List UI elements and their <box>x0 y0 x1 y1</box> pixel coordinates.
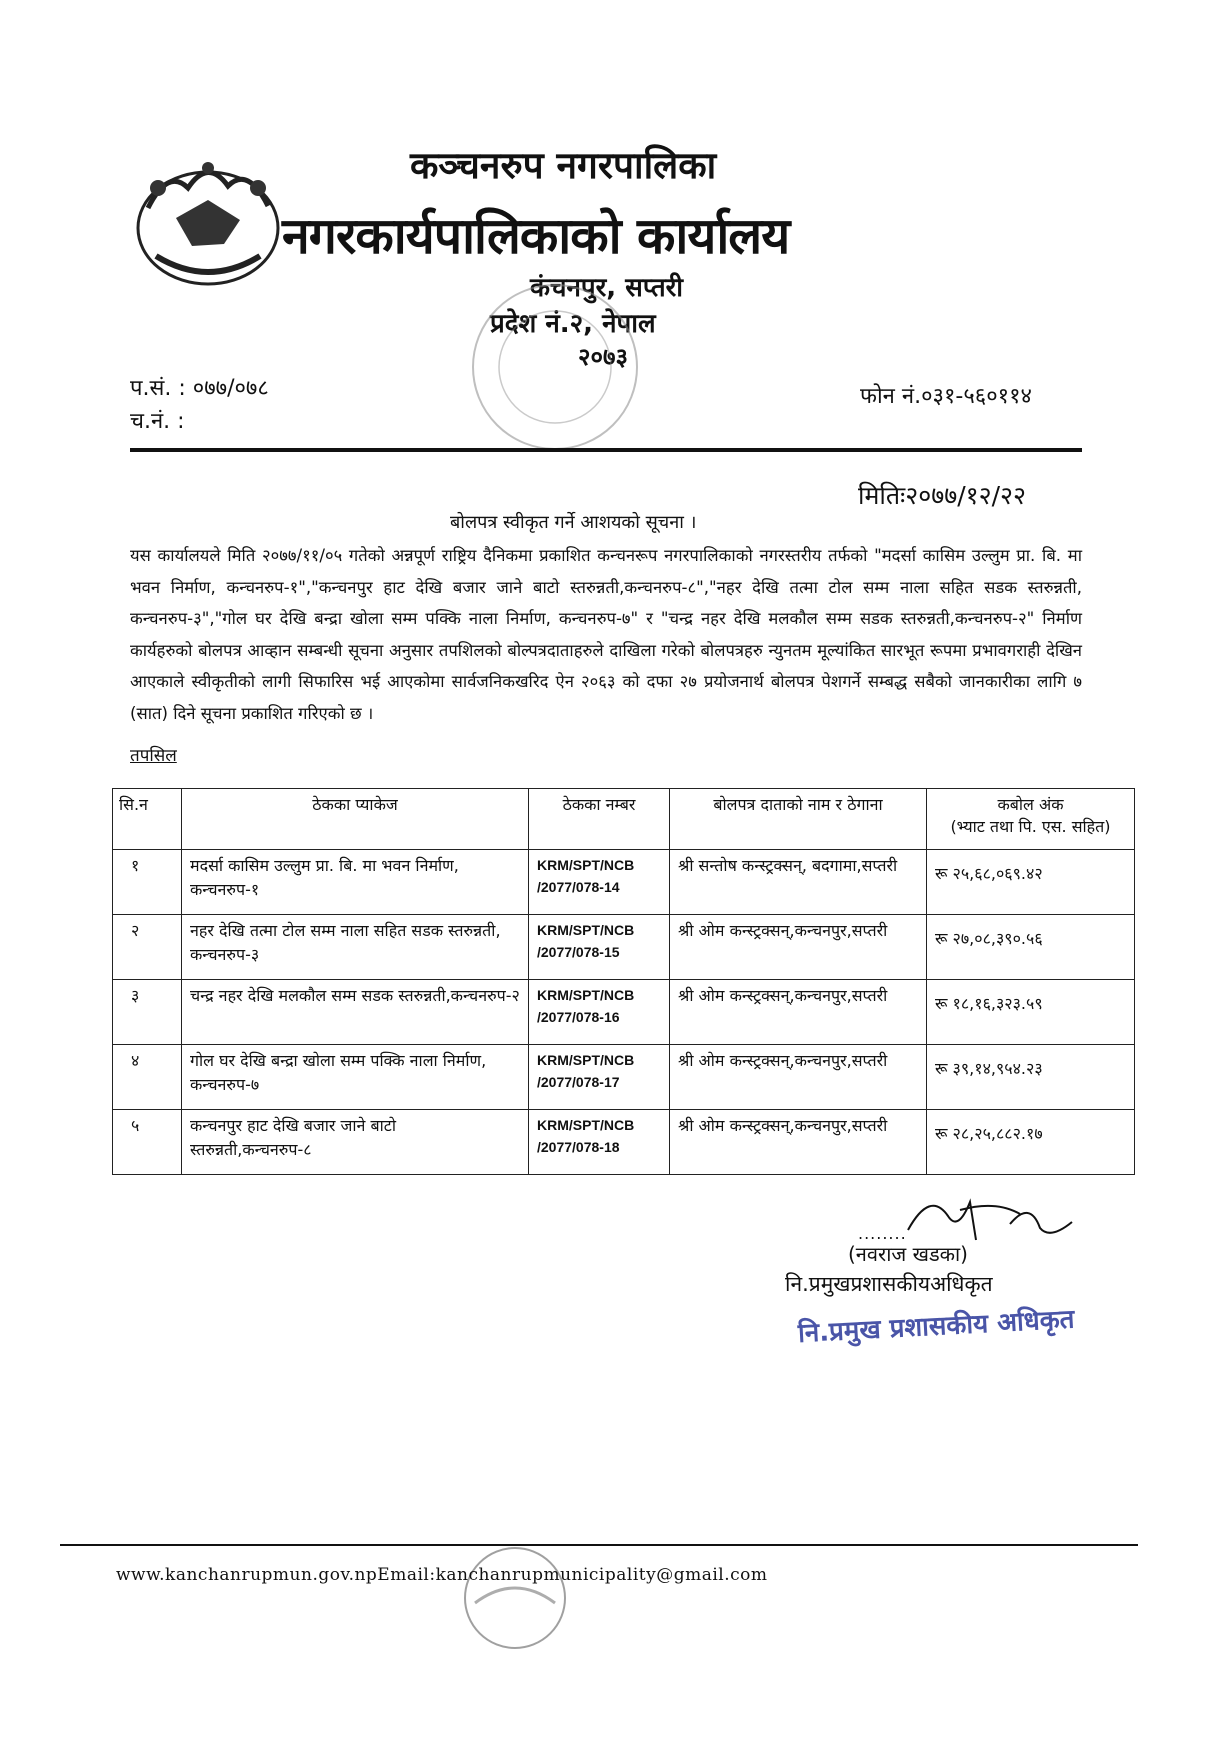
row-contract-no: KRM/SPT/NCB /2077/078-18 <box>529 1110 670 1175</box>
row-sn: २ <box>113 915 182 980</box>
row-bidder: श्री ओम कन्स्ट्रक्सन्,कन्चनपुर,सप्तरी <box>670 915 927 980</box>
municipality-logo-icon <box>455 1543 575 1653</box>
header-bidder: बोलपत्र दाताको नाम र ठेगाना <box>670 789 927 850</box>
office-seal-icon <box>455 272 655 462</box>
bid-table <box>112 788 1135 1175</box>
row-sn: १ <box>113 850 182 915</box>
notice-subject: बोलपत्र स्वीकृत गर्ने आशयको सूचना । <box>450 512 697 533</box>
row-amount: रू १८,१६,३२३.५९ <box>927 980 1135 1045</box>
notice-date: मितिः२०७७/१२/२२ <box>858 481 1027 510</box>
footer-divider <box>60 1544 1138 1546</box>
municipality-name: कञ्चनरुप नगरपालिका <box>410 144 717 187</box>
row-package: चन्द्र नहर देखि मलकौल सम्म सडक स्तरुन्नती,कन्चनरुप-२ <box>182 980 529 1045</box>
dispatch-number: च.नं. : <box>130 409 185 434</box>
table-row <box>113 915 1135 980</box>
row-bidder: श्री ओम कन्स्ट्रक्सन्,कन्चनपुर,सप्तरी <box>670 980 927 1045</box>
details-heading: तपसिल <box>130 746 177 766</box>
row-sn: ४ <box>113 1045 182 1110</box>
row-bidder: श्री ओम कन्स्ट्रक्सन्,कन्चनपुर,सप्तरी <box>670 1045 927 1110</box>
reference-number: प.सं. : ०७७/०७८ <box>130 376 269 401</box>
nepal-emblem-icon <box>128 148 288 298</box>
address-line2: प्रदेश नं.२, नेपाल <box>490 309 656 339</box>
table-header-row <box>113 789 1135 850</box>
row-sn: ५ <box>113 1110 182 1175</box>
notice-body: यस कार्यालयले मिति २०७७/११/०५ गतेको अन्नपूर्ण राष्ट्रिय दैनिकमा प्रकाशित कन्चनरूप नगरपालिकाको नगरस्तरीय तर्फको "मदर्सा कासिम उल्लुम प्रा. बि. मा भवन निर्माण, कन्चनरुप-१","कन्चनपुर हाट देखि बजार जाने बाटो स्तरुन्नती,कन्चनरुप-८","नहर देखि तत्मा टोल सम्म नाला सहित सडक स्तरुन्नती, कन्चनरुप-३","गोल घर देखि बन्द्रा खोला सम्म पक्कि नाला निर्माण, कन्चनरुप-७" र "चन्द्र नहर देखि मलकौल सम्म सडक स्तरुन्नती,कन्चनरुप-२" निर्माण कार्यहरुको बोलपत्र आव्हान सम्बन्धी सूचना अनुसार तपशिलको बोल्पत्रदाताहरुले दाखिला गरेको बोलपत्रहरु न्युनतम मूल्यांकित सारभूत रूपमा प्रभावगराही देखिन आएकाले स्वीकृतीको लागी सिफारिस भई आएकोमा सार्वजनिकखरिद ऐन २०६३ को दफा २७ प्रयोजनार्थ बोलपत्र पेशगर्ने सम्बद्ध सबैको जानकारीका लागि ७ (सात) दिने सूचना प्रकाशित गरिएको छ । <box>130 546 1082 723</box>
row-amount: रू २७,०८,३९०.५६ <box>927 915 1135 980</box>
row-package: कन्चनपुर हाट देखि बजार जाने बाटो स्तरुन्नती,कन्चनरुप-८ <box>182 1110 529 1175</box>
designation-stamp: नि.प्रमुख प्रशासकीय अधिकृत <box>797 1304 1076 1349</box>
signatory-designation: नि.प्रमुखप्रशासकीयअधिकृत <box>785 1272 993 1296</box>
established-year: २०७३ <box>578 343 628 371</box>
row-contract-no: KRM/SPT/NCB /2077/078-15 <box>529 915 670 980</box>
table-row <box>113 850 1135 915</box>
phone-number: फोन नं.०३१-५६०११४ <box>860 384 1032 409</box>
row-bidder: श्री ओम कन्स्ट्रक्सन्,कन्चनपुर,सप्तरी <box>670 1110 927 1175</box>
header-amount <box>927 789 1135 850</box>
row-package: मदर्सा कासिम उल्लुम प्रा. बि. मा भवन निर्माण, कन्चनरुप-१ <box>182 850 529 915</box>
signature-dots: ........ <box>858 1224 907 1243</box>
header-sn: सि.न <box>113 789 182 850</box>
office-title: नगरकार्यपालिकाको कार्यालय <box>282 207 790 265</box>
signatory-name: (नवराज खडका) <box>848 1242 968 1266</box>
row-contract-no: KRM/SPT/NCB /2077/078-17 <box>529 1045 670 1110</box>
row-amount: रू २८,२५,८८२.१७ <box>927 1110 1135 1175</box>
row-amount: रू ३९,१४,९५४.२३ <box>927 1045 1135 1110</box>
row-package: नहर देखि तत्मा टोल सम्म नाला सहित सडक स्तरुन्नती, कन्चनरुप-३ <box>182 915 529 980</box>
table-row <box>113 1110 1135 1175</box>
row-contract-no: KRM/SPT/NCB /2077/078-16 <box>529 980 670 1045</box>
row-contract-no: KRM/SPT/NCB /2077/078-14 <box>529 850 670 915</box>
header-package: ठेकका प्याकेज <box>182 789 529 850</box>
header-amount-line1: कबोल अंक <box>997 795 1064 814</box>
header-contract-no: ठेकका नम्बर <box>529 789 670 850</box>
footer-contact: www.kanchanrupmun.gov.npEmail:kanchanrupmunicipality@gmail.com <box>116 1565 768 1585</box>
row-sn: ३ <box>113 980 182 1045</box>
row-bidder: श्री सन्तोष कन्स्ट्रक्सन्, बदगामा,सप्तरी <box>670 850 927 915</box>
table-row <box>113 1045 1135 1110</box>
table-row <box>113 980 1135 1045</box>
row-amount: रू २५,६८,०६९.४२ <box>927 850 1135 915</box>
address-line1: कंचनपुर, सप्तरी <box>530 273 684 303</box>
header-divider <box>130 448 1082 452</box>
row-package: गोल घर देखि बन्द्रा खोला सम्म पक्कि नाला निर्माण, कन्चनरुप-७ <box>182 1045 529 1110</box>
header-amount-line2: (भ्याट तथा पि. एस. सहित) <box>950 817 1111 836</box>
